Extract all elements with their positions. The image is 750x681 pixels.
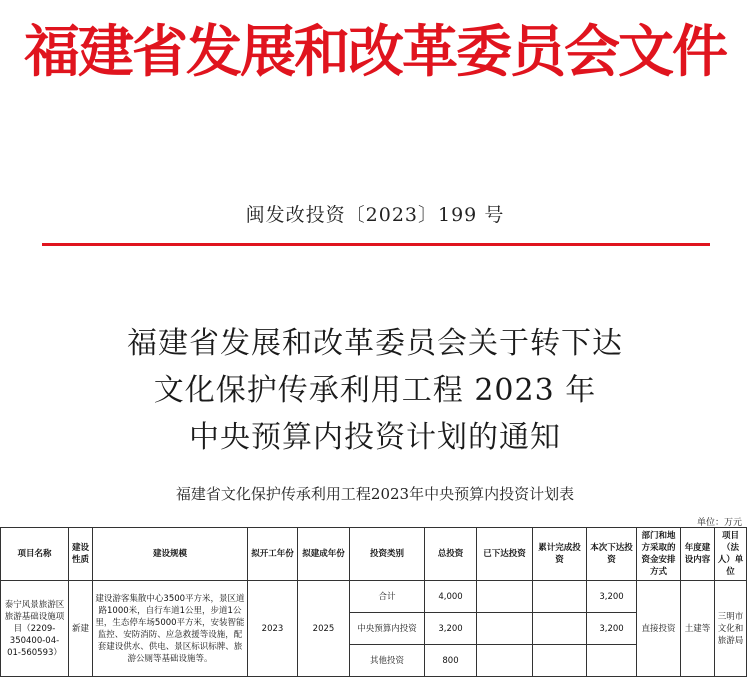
project-unit-cell: 三明市文化和旅游局 [715,581,747,677]
this-issue-investment-cell [587,645,637,677]
investment-category-cell: 中央预算内投资 [350,613,425,645]
header-cell: 已下达投资 [477,528,533,581]
header-cell: 本次下达投资 [587,528,637,581]
total-investment-cell: 800 [425,645,477,677]
table-title: 福建省文化保护传承利用工程2023年中央预算内投资计划表 [175,485,575,503]
issuer-masthead: 福建省发展和改革委员会文件 [24,20,726,85]
unit-label: 单位：万元 [696,518,742,528]
start-year-cell: 2023 [248,581,298,677]
notice-title-line-1: 福建省发展和改革委员会关于转下达 [127,326,623,361]
investment-category-cell: 合计 [350,581,425,613]
completed-investment-cell [533,613,587,645]
header-cell: 年度建设内容 [681,528,715,581]
completed-investment-cell [533,645,587,677]
this-issue-investment-cell: 3,200 [587,613,637,645]
construction-scale-cell: 建设游客集散中心3500平方米，景区道路1000米，自行车道1公里，步道1公里，生态停车场5000平方米，安装智能监控、安防消防、应急救援等设施，配套建设供水、供电、景区标识标牌、旅游公厕等基础设施等。 [93,581,248,677]
header-cell: 拟开工年份 [248,528,298,581]
header-cell: 项目名称 [1,528,69,581]
table-header-row [1,528,747,581]
header-cell: 总投资 [425,528,477,581]
header-cell: 建设规模 [93,528,248,581]
issued-investment-cell [477,645,533,677]
this-issue-investment-cell: 3,200 [587,581,637,613]
header-cell: 部门和地方采取的资金安排方式 [637,528,681,581]
investment-category-cell: 其他投资 [350,645,425,677]
completed-investment-cell [533,581,587,613]
issued-investment-cell [477,613,533,645]
project-name-cell: 泰宁风景旅游区旅游基础设施项目（2209-350400-04-01-560593） [1,581,69,677]
header-cell: 投资类别 [350,528,425,581]
investment-plan-table [0,527,747,677]
construction-nature-cell: 新建 [69,581,93,677]
header-cell: 累计完成投资 [533,528,587,581]
issued-investment-cell [477,581,533,613]
annual-content-cell: 土建等 [681,581,715,677]
finish-year-cell: 2025 [298,581,350,677]
document-number: 闽发改投资〔2023〕199 号 [245,204,505,226]
header-cell: 拟建成年份 [298,528,350,581]
red-divider-line [42,243,710,246]
total-investment-cell: 4,000 [425,581,477,613]
total-investment-cell: 3,200 [425,613,477,645]
funding-method-cell: 直接投资 [637,581,681,677]
table-row [1,581,747,613]
header-cell: 建设性质 [69,528,93,581]
notice-title-line-3: 中央预算内投资计划的通知 [189,420,561,455]
header-cell: 项目（法人）单位 [715,528,747,581]
notice-title-line-2: 文化保护传承利用工程 2023 年 [153,373,597,408]
